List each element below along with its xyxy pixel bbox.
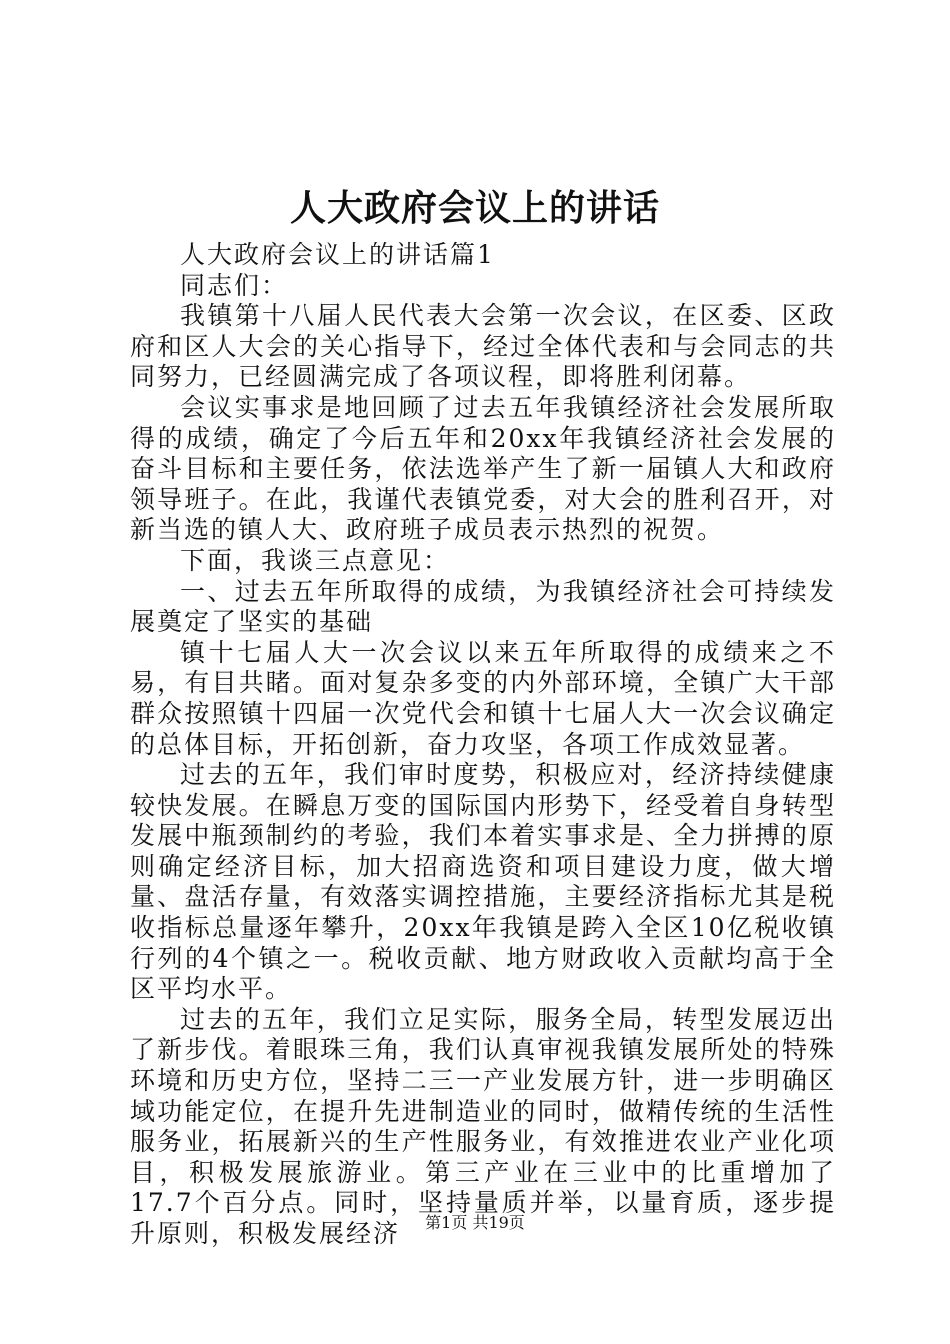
- paragraph: 下面，我谈三点意见：: [180, 545, 451, 575]
- document-body: [130, 240, 836, 1250]
- paragraph: 过去的五年，我们立足实际，服务全局，转型发展迈出了新步伐。着眼珠三角，我们认真审视我镇发展所处的特殊环境和历史方位，坚持二三一产业发展方针，进一步明确区域功能定位，在提升先进制造业的同时，做精传统的生活性服务业，拓展新兴的生产性服务业，有效推进农业产业化项目，积极发展旅游业。第三产业在三业中的比重增加了17.7个百分点。同时，坚持量质并举，以量育质，逐步提升原则，积极发展经济: [130, 1004, 836, 1248]
- paragraph: 镇十七届人大一次会议以来五年所取得的成绩来之不易，有目共睹。面对复杂多变的内外部环境，全镇广大干部群众按照镇十四届一次党代会和镇十七届人大一次会议确定的总体目标，开拓创新，奋力攻坚，各项工作成效显著。: [130, 637, 836, 759]
- paragraph-subtitle: 人大政府会议上的讲话篇1: [180, 240, 495, 269]
- paragraph: 过去的五年，我们审时度势，积极应对，经济持续健康较快发展。在瞬息万变的国际国内形势下，经受着自身转型发展中瓶颈制约的考验，我们本着实事求是、全力拼搏的原则确定经济目标，加大招商选资和项目建设力度，做大增量、盘活存量，有效落实调控措施，主要经济指标尤其是税收指标总量逐年攀升，20xx年我镇是跨入全区10亿税收镇行列的4个镇之一。税收贡献、地方财政收入贡献均高于全区平均水平。: [130, 760, 836, 1004]
- page-footer: 第1页 共19页: [425, 1213, 525, 1232]
- section-heading: 一、过去五年所取得的成绩，为我镇经济社会可持续发展奠定了坚实的基础: [130, 576, 836, 637]
- paragraph-salutation: 同志们：: [180, 270, 289, 300]
- paragraph: 我镇第十八届人民代表大会第一次会议，在区委、区政府和区人大会的关心指导下，经过全体代表和与会同志的共同努力，已经圆满完成了各项议程，即将胜利闭幕。: [130, 301, 836, 392]
- paragraph: 会议实事求是地回顾了过去五年我镇经济社会发展所取得的成绩，确定了今后五年和20xx年我镇经济社会发展的奋斗目标和主要任务，依法选举产生了新一届镇人大和政府领导班子。在此，我谨代表镇党委，对大会的胜利召开，对新当选的镇人大、政府班子成员表示热烈的祝贺。: [130, 392, 836, 545]
- document-title: 人大政府会议上的讲话: [289, 187, 660, 229]
